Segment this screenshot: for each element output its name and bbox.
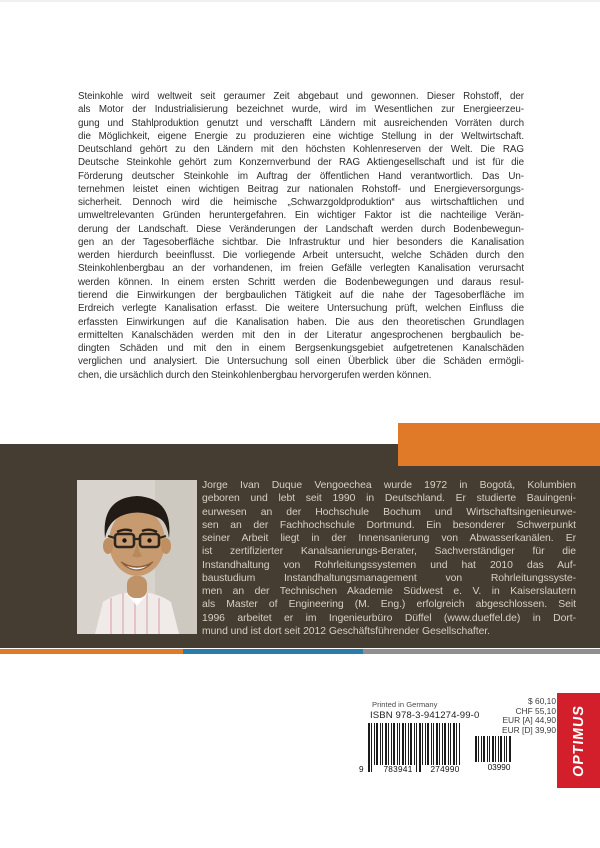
portrait-illustration (77, 480, 197, 634)
synopsis-line: gen an der Tagesoberfläche sichtbar. Die Infrastruktur und hier besonders die Kanalisation (78, 236, 524, 248)
synopsis-text (78, 90, 524, 382)
accent-orange-block (398, 423, 600, 466)
bio-line: Instandhaltung von Rohrleitungssystemen und hat 2010 das Auf- (202, 559, 576, 571)
barcode-digit-lead: 9 (359, 765, 364, 774)
synopsis-line: dingten Schäden und mit den in einem Bergsenkungsgebiet aufgetretenen Kanalschäden (78, 343, 524, 355)
synopsis-line: erfassten Einwirkungen auf die Kanalisation haben. Die aus den theoretischen Grundlagen (78, 316, 524, 328)
bio-line: als Master of Engineering (M. Eng.) erfolgreich abgeschlossen. Seit (202, 599, 576, 611)
printed-in-label: Printed in Germany (372, 700, 438, 709)
page-top-edge (0, 0, 600, 2)
bio-line: Jorge Ivan Duque Vengoechea wurde 1972 in Bogotá, Kolumbien (202, 480, 576, 491)
bio-line: baustudium Instandhaltungsmanagement von Rohrleitungssyste- (202, 572, 576, 584)
bio-line: 1996 arbeitet er im Ingenieurbüro Düffel (www.dueffel.de) in Dort- (202, 612, 576, 624)
synopsis-line: Steinkohle wird weltweit seit geraumer Zeit abgebaut und gewonnen. Dieser Rohstoff, der (78, 91, 524, 102)
addon-barcode (475, 736, 523, 763)
stripe-orange-segment (0, 649, 183, 654)
author-photo (77, 480, 197, 634)
addon-digits: 03990 (487, 763, 511, 772)
synopsis-line: Förderung deutscher Steinkohle im Auftrag der öffentlichen Hand verantwortlich. Das Un- (78, 170, 524, 182)
price-line: CHF 55,10 (515, 705, 556, 716)
synopsis-line: ternehmen leistet einen wichtigen Beitrag zur nationalen Rohstoff- und Energieversorgungs- (78, 183, 524, 195)
bio-line: geboren und lebt seit 1990 in Deutschland. Er studierte Bauingeni- (202, 493, 576, 505)
synopsis-line: umweltrelevanten Gründen heruntergefahren. Ein wichtiger Faktor ist die nachteilige Verän- (78, 210, 524, 222)
price-list (502, 697, 556, 735)
ean-barcode (359, 723, 462, 774)
synopsis-line: ermittelten Kanalschäden werden mit den in der Literatur angesprochenen bergbaulich be- (78, 329, 524, 341)
price-line: EUR [A] 44,90 (502, 715, 556, 726)
isbn-label: ISBN 978-3-941274-99-0 (370, 710, 480, 721)
synopsis-line: werden können. In einem ersten Schritt werden die Bodenbewegungen und daraus resul- (78, 276, 524, 288)
barcode-digits-left: 783941 (381, 765, 415, 774)
synopsis-line: Deutsche Steinkohle gehört zum Konzernverbund der RAG Aktiengesellschaft und ist für die (78, 157, 524, 169)
bio-line: seiner Arbeit liegt in der Innensanierung von Abwasserkanälen. Er (202, 533, 576, 545)
bio-line: sen an der Fachhochschule Dortmund. Ein besonderer Schwerpunkt (202, 519, 576, 531)
synopsis-line: Deutschland gehört zu den Ländern mit den höchsten Kohlenreserven der Welt. Die RAG (78, 144, 524, 156)
synopsis-line: sicherheit. Dennoch wird die heimische „Schwarzgoldproduktion“ aus wirtschaftlichen und (78, 197, 524, 209)
synopsis-line: tierend die Einwirkungen der bergbaulichen Tätigkeit auf die nahe der Tagesoberfläche im (78, 289, 524, 301)
stripe-blue-segment (183, 649, 363, 654)
addon-barcode-bars (475, 736, 523, 763)
synopsis-line: Erdreich verlegte Kanalisation erfasst. Die weitere Untersuchung prüft, welchen Einfluss die (78, 303, 524, 315)
synopsis-line: chen, die ursächlich durch den Steinkohlenbergbau hervorgerufen werden können. (78, 369, 432, 381)
synopsis-line: als Motor der Industrialisierung bezeichnet wurde, wird im Wesentlichen zur Energieerzeu- (78, 104, 524, 116)
bio-line: men an der Technischen Akademie Südwest e. V. in Kaiserslautern (202, 586, 576, 598)
bio-line: eurwesen an der Hochschule Bochum und Wirtschaftsingenieurwe- (202, 506, 576, 518)
price-line: EUR [D] 39,90 (502, 724, 556, 735)
synopsis-line: derung der Landschaft. Diese Veränderungen der Landschaft werden durch Bodenbewegun- (78, 223, 524, 235)
bio-line: ist zertifizierter Kanalsanierungs-Berater, Sachverständiger für die (202, 546, 576, 558)
barcode-digits-right: 274990 (430, 765, 460, 774)
publisher-tab (557, 693, 600, 788)
price-line: $ 60,10 (528, 696, 556, 706)
stripe-gray-segment (363, 649, 600, 654)
publisher-logo-text: OPTIMUS (570, 703, 587, 778)
synopsis-line: gung und Stahlproduktion genutzt und verschafft Ländern mit ausreichenden Vorräten durch (78, 117, 524, 129)
synopsis-line: verglichen und analysiert. Die Untersuchung soll einen Überblick über die Schäden ermögli- (78, 356, 524, 368)
synopsis-line: die Möglichkeit, eigene Energie zu produzieren eine wichtige Stellung in der Weltwirtschaft. (78, 130, 524, 142)
synopsis-line: werden hierdurch beeinflusst. Die vorliegende Arbeit untersucht, welche Schäden durch den (78, 250, 524, 262)
author-band (0, 444, 600, 648)
synopsis-line: Steinkohlenbergbau an der vorhandenen, im freien Gefälle verlegten Kanalisation verursacht (78, 263, 524, 275)
bio-line: mund und ist dort seit 2012 Geschäftsführender Gesellschafter. (202, 625, 491, 637)
author-bio (202, 479, 576, 638)
